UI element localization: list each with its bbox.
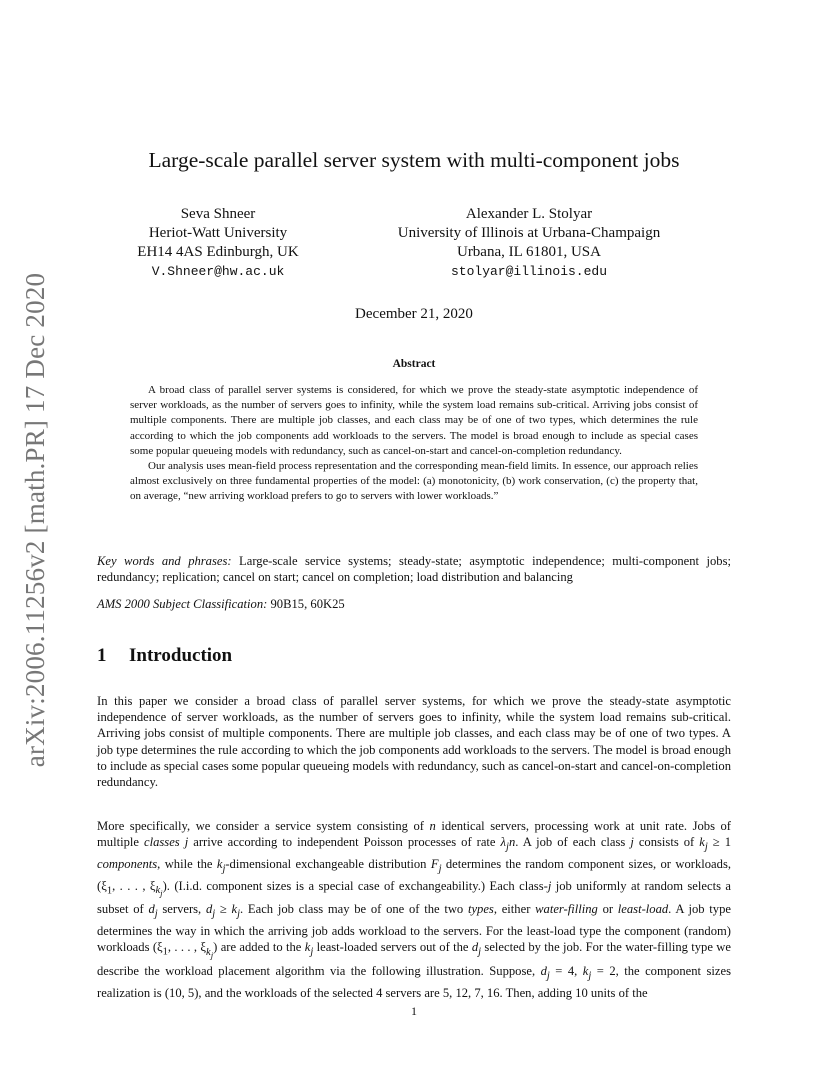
author-affiliation: University of Illinois at Urbana-Champaign — [397, 225, 661, 241]
section-title: Introduction — [129, 645, 233, 666]
abstract — [130, 383, 698, 505]
abstract-paragraph-1: A broad class of parallel server systems is considered, for which we prove the steady-state asymptotic independence of server workloads, as the number of servers goes to infinity, while the system load remains sub-critical. Arriving jobs consist of multiple components. There are multiple job classes, and each class may be of one of two types, which determines the rule according to which the job components add workloads to the servers. The model is broad enough to include as special cases some popular queueing models with redundancy, such as cancel-on-start and cancel-on-completion redundancy. — [130, 384, 698, 457]
ams-text: 90B15, 60K25 — [267, 597, 345, 611]
section-number: 1 — [97, 645, 107, 666]
author-email: stolyar@illinois.edu — [450, 264, 608, 279]
author-email: V.Shneer@hw.ac.uk — [151, 264, 285, 279]
paper-date: December 21, 2020 — [355, 306, 473, 322]
intro-paragraph-2: More specifically, we consider a service system consisting of n identical servers, processing work at unit rate. Jobs of multiple classes j arrive according to independent Poisson processes of rate $\lambda_jn$. A job of each class j consists of $k_j \ge 1$ components, while the $k_j$-dimensional exchangeable distribution $F_j$ determines the random component sizes, or workloads, ($\xi_1$, . . . , $\xi_{k_j}$). (I.i.d. component sizes is a special case of exchangeability.) Each class-j job uniformly at random selects a subset of $d_j$ servers, $d_j \ge k_j$. Each job class may be of one of the two types, either water-filling or least-load. A job type determines the way in which the arriving job adds workload to the servers. For the least-load type the component (random) workloads ($\xi_1$, . . . , $\xi_{k_j}$) are added to the $k_j$ least-loaded servers out of the $d_j$ selected by the job. For the water-filling type we describe the workload placement algorithm via the following illustration. Suppose, $d_j = 4$, $k_j = 2$, the component sizes realization is (10, 5), and the workloads of the selected 4 servers are 5, 12, 7, 16. Then, adding 10 units of the — [97, 819, 732, 1000]
author-2 — [373, 205, 685, 281]
author-address: Urbana, IL 61801, USA — [456, 244, 601, 260]
author-affiliation: Heriot-Watt University — [148, 225, 288, 241]
keywords-text: Large-scale service systems; steady-state; asymptotic independence; multi-component jobs; redundancy; replication; cancel on start; cancel on completion; load distribution and balancing — [97, 554, 731, 585]
author-block — [97, 205, 731, 285]
abstract-heading: Abstract — [392, 358, 436, 370]
page-number: 1 — [411, 1004, 417, 1018]
section-heading — [97, 645, 232, 667]
author-1 — [133, 205, 303, 281]
abstract-paragraph-2: Our analysis uses mean-field process representation and the corresponding mean-field limits. In essence, our approach relies almost exclusively on three fundamental properties of the model: (a) monotonicity, (b) work conservation, (c) the property that, on average, “new arriving workload prefers to go to servers with lower workloads.” — [130, 460, 698, 503]
author-address: EH14 4AS Edinburgh, UK — [137, 244, 299, 260]
keywords — [97, 553, 731, 585]
keywords-label: Key words and phrases: — [97, 554, 232, 568]
author-name: Alexander L. Stolyar — [465, 206, 593, 222]
paper-title: Large-scale parallel server system with multi-component jobs — [148, 148, 680, 172]
ams-classification — [97, 597, 731, 612]
arxiv-identifier: arXiv:2006.11256v2 [math.PR] 17 Dec 2020 — [20, 272, 50, 768]
intro-paragraph-1: In this paper we consider a broad class of parallel server systems, for which we prove the steady-state asymptotic independence of server workloads, as the number of servers goes to infinity, while the system load remains sub-critical. Arriving jobs consist of multiple components. There are multiple job classes, and each class may be of one of two types. A job type determines the rule according to which the job components add workloads to the servers. The model is broad enough to include as special cases some popular queueing models with redundancy, such as cancel-on-start and cancel-on-completion redundancy. — [97, 694, 731, 790]
author-name: Seva Shneer — [180, 206, 256, 222]
ams-label: AMS 2000 Subject Classification: — [97, 597, 268, 611]
